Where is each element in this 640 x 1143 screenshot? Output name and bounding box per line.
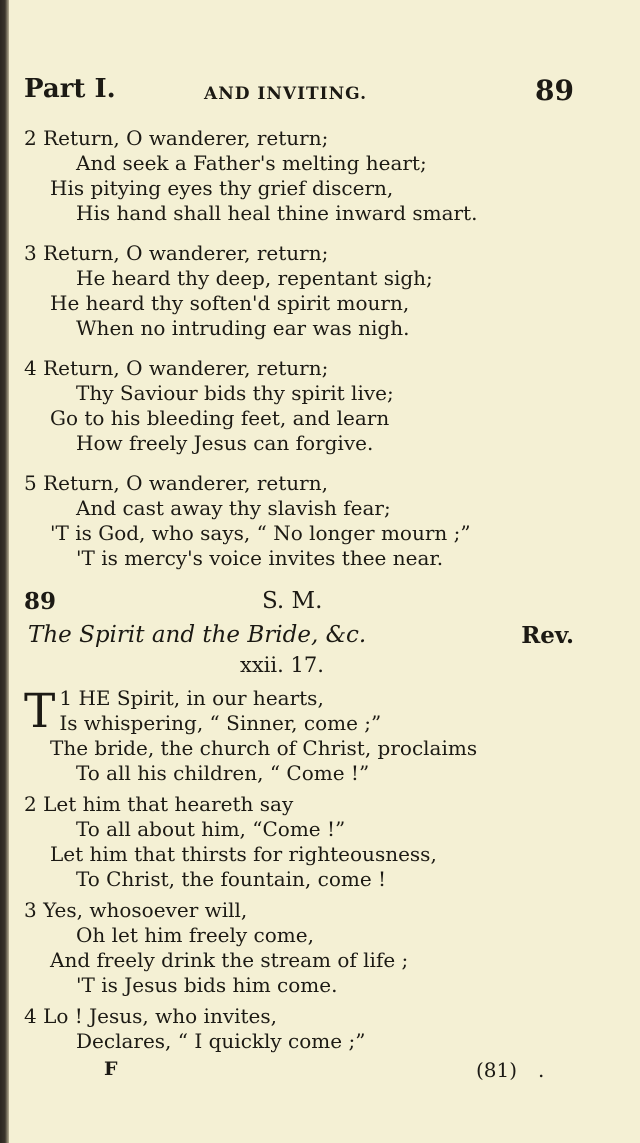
verse-line: And freely drink the stream of life ; — [50, 948, 409, 972]
verse-line: And seek a Father's melting heart; — [76, 151, 427, 175]
part-label: Part I. — [24, 74, 116, 104]
verse-line: When no intruding ear was nigh. — [76, 316, 410, 340]
stanza-number: 4 — [24, 356, 37, 380]
verse-line: Let him that thirsts for righteousness, — [50, 842, 437, 866]
hymn-subtitle: The Spirit and the Bride, &c. — [28, 622, 367, 648]
verse-line: HE Spirit, in our hearts, — [78, 686, 324, 710]
stanza-5 — [24, 471, 584, 571]
verse-line: And cast away thy slavish fear; — [76, 496, 391, 520]
verse-line: To Christ, the fountain, come ! — [76, 867, 387, 891]
verse-line: His pitying eyes thy grief discern, — [50, 176, 394, 200]
signature-mark: F — [104, 1058, 118, 1080]
stanza-number: 5 — [24, 471, 37, 495]
page-header — [24, 74, 584, 114]
page-footer — [24, 1058, 584, 1084]
running-title: AND INVITING. — [204, 84, 367, 104]
verse-line: Return, O wanderer, return; — [43, 356, 329, 380]
verse-line: Thy Saviour bids thy spirit live; — [76, 381, 394, 405]
stanza-number: 3 — [24, 898, 37, 922]
verse-line: Yes, whosoever will, — [43, 898, 248, 922]
hymn-number: 89 — [24, 588, 57, 615]
page-number: 89 — [535, 74, 574, 107]
stanza-4 — [24, 1004, 584, 1054]
stanza-2 — [24, 126, 584, 226]
drop-cap: T — [24, 684, 56, 739]
stanza-4 — [24, 356, 584, 456]
verse-line: 'T is God, who says, “ No longer mourn ;” — [50, 521, 471, 545]
verse-line: He heard thy deep, repentant sigh; — [76, 266, 433, 290]
stanza-number: 4 — [24, 1004, 37, 1028]
stanza-number: 1 — [59, 686, 73, 710]
scripture-book: Rev. — [521, 622, 574, 649]
stanza-1 — [24, 686, 584, 786]
page-content — [24, 74, 584, 1084]
hymn-meter: S. M. — [262, 588, 323, 614]
verse-line: The bride, the church of Christ, proclaims — [50, 736, 478, 760]
stanza-number: 2 — [24, 126, 37, 150]
book-spine-edge — [0, 0, 9, 1143]
stanza-3 — [24, 241, 584, 341]
verse-line: 'T is Jesus bids him come. — [76, 973, 338, 997]
stanza-number: 3 — [24, 241, 37, 265]
verse-line: Let him that heareth say — [43, 792, 294, 816]
footer-dot: . — [538, 1058, 545, 1082]
verse-line: 'T is mercy's voice invites thee near. — [76, 546, 444, 570]
stanza-2 — [24, 792, 584, 892]
verse-line: Go to his bleeding feet, and learn — [50, 406, 390, 430]
verse-line: How freely Jesus can forgive. — [76, 431, 374, 455]
verse-line: Return, O wanderer, return, — [43, 471, 328, 495]
verse-line: Declares, “ I quickly come ;” — [76, 1029, 366, 1053]
verse-line: Lo ! Jesus, who invites, — [43, 1004, 278, 1028]
verse-line: He heard thy soften'd spirit mourn, — [50, 291, 410, 315]
verse-line: His hand shall heal thine inward smart. — [76, 201, 478, 225]
verse-line: Oh let him freely come, — [76, 923, 314, 947]
verse-line: To all his children, “ Come !” — [76, 761, 370, 785]
hymn-subtitle-row — [24, 622, 584, 650]
verse-line: Is whispering, “ Sinner, come ;” — [59, 711, 382, 735]
hymn-heading — [24, 586, 584, 622]
verse-line: Return, O wanderer, return; — [43, 126, 329, 150]
verse-line: Return, O wanderer, return; — [43, 241, 329, 265]
verse-line: To all about him, “Come !” — [76, 817, 346, 841]
stanza-3 — [24, 898, 584, 998]
stanza-number: 2 — [24, 792, 37, 816]
scripture-reference: xxii. 17. — [240, 653, 324, 677]
footer-page-ref: (81) — [476, 1058, 518, 1082]
